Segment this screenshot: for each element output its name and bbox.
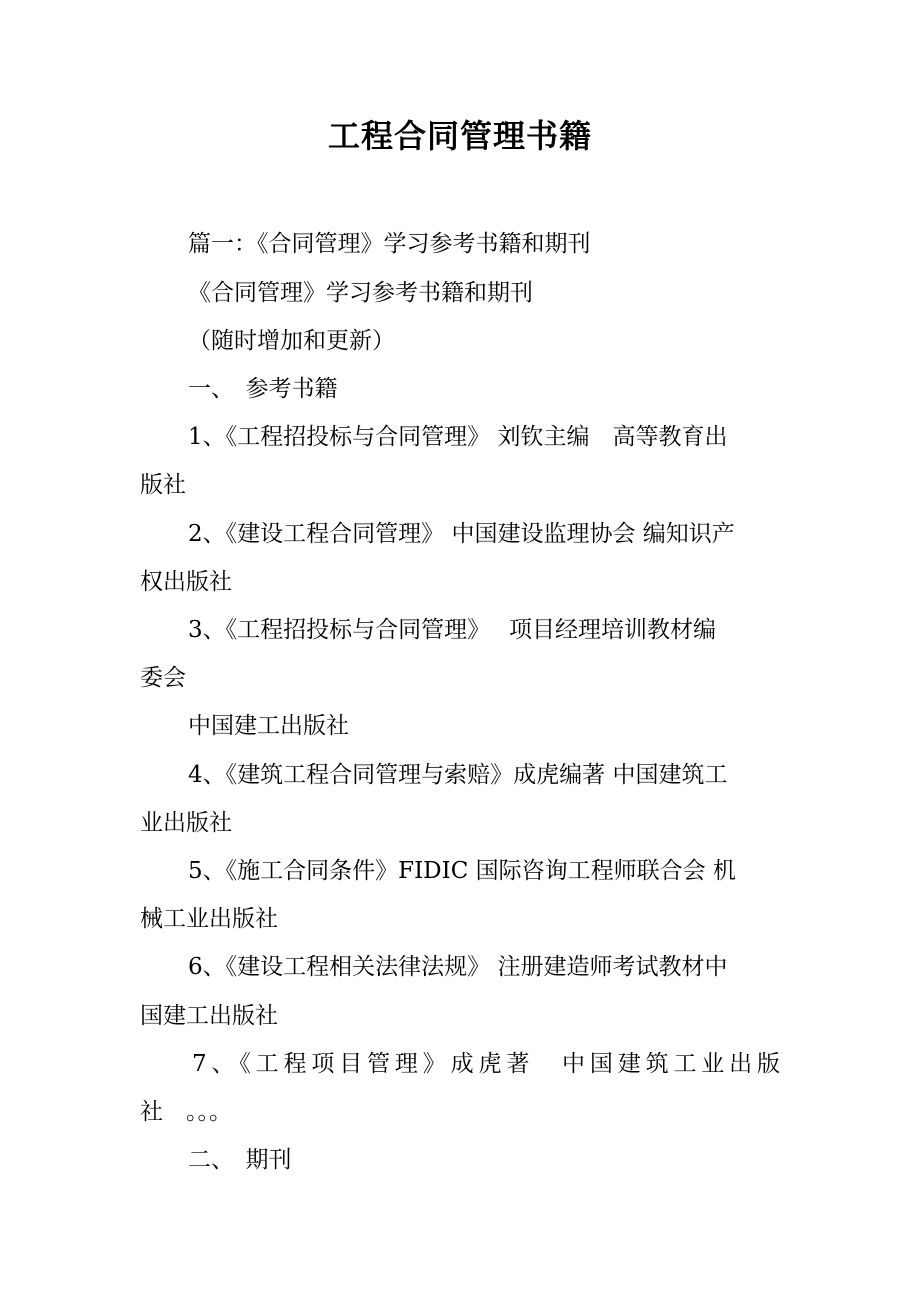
book-item-line: 械工业出版社 bbox=[140, 906, 278, 932]
section-heading: 一、 参考书籍 bbox=[188, 376, 338, 402]
section-heading: 二、 期刊 bbox=[188, 1147, 292, 1173]
book-item-line: 社 。。。 bbox=[140, 1099, 232, 1125]
book-item-line: 中国建工出版社 bbox=[188, 713, 349, 739]
book-item-line: 5、《施工合同条件》FIDIC 国际咨询工程师联合会 机 bbox=[188, 858, 736, 884]
book-item-line: 权出版社 bbox=[140, 569, 232, 595]
book-item-line: 3、《工程招投标与合同管理》 项目经理培训教材编 bbox=[188, 617, 716, 643]
book-item-line: 委会 bbox=[140, 665, 186, 691]
book-item-line: 7、《工程项目管理》成虎著 中国建筑工业出版 bbox=[192, 1051, 780, 1077]
book-item-line: 1、《工程招投标与合同管理》 刘钦主编 高等教育出 bbox=[188, 424, 728, 450]
book-item-line: 4、《建筑工程合同管理与索赔》成虎编著 中国建筑工 bbox=[188, 762, 728, 788]
paragraph-line: （随时增加和更新） bbox=[188, 328, 395, 354]
paragraph-line: 《合同管理》学习参考书籍和期刊 bbox=[188, 280, 533, 306]
paragraph-line: 篇一：《合同管理》学习参考书籍和期刊 bbox=[188, 231, 591, 257]
document-title: 工程合同管理书籍 bbox=[327, 117, 592, 155]
book-item-line: 2、《建设工程合同管理》 中国建设监理协会 编知识产 bbox=[188, 521, 735, 547]
book-item-line: 版社 bbox=[140, 472, 186, 498]
book-item-line: 国建工出版社 bbox=[140, 1003, 278, 1029]
book-item-line: 6、《建设工程相关法律法规》 注册建造师考试教材中 bbox=[188, 954, 728, 980]
book-item-line: 业出版社 bbox=[140, 810, 232, 836]
